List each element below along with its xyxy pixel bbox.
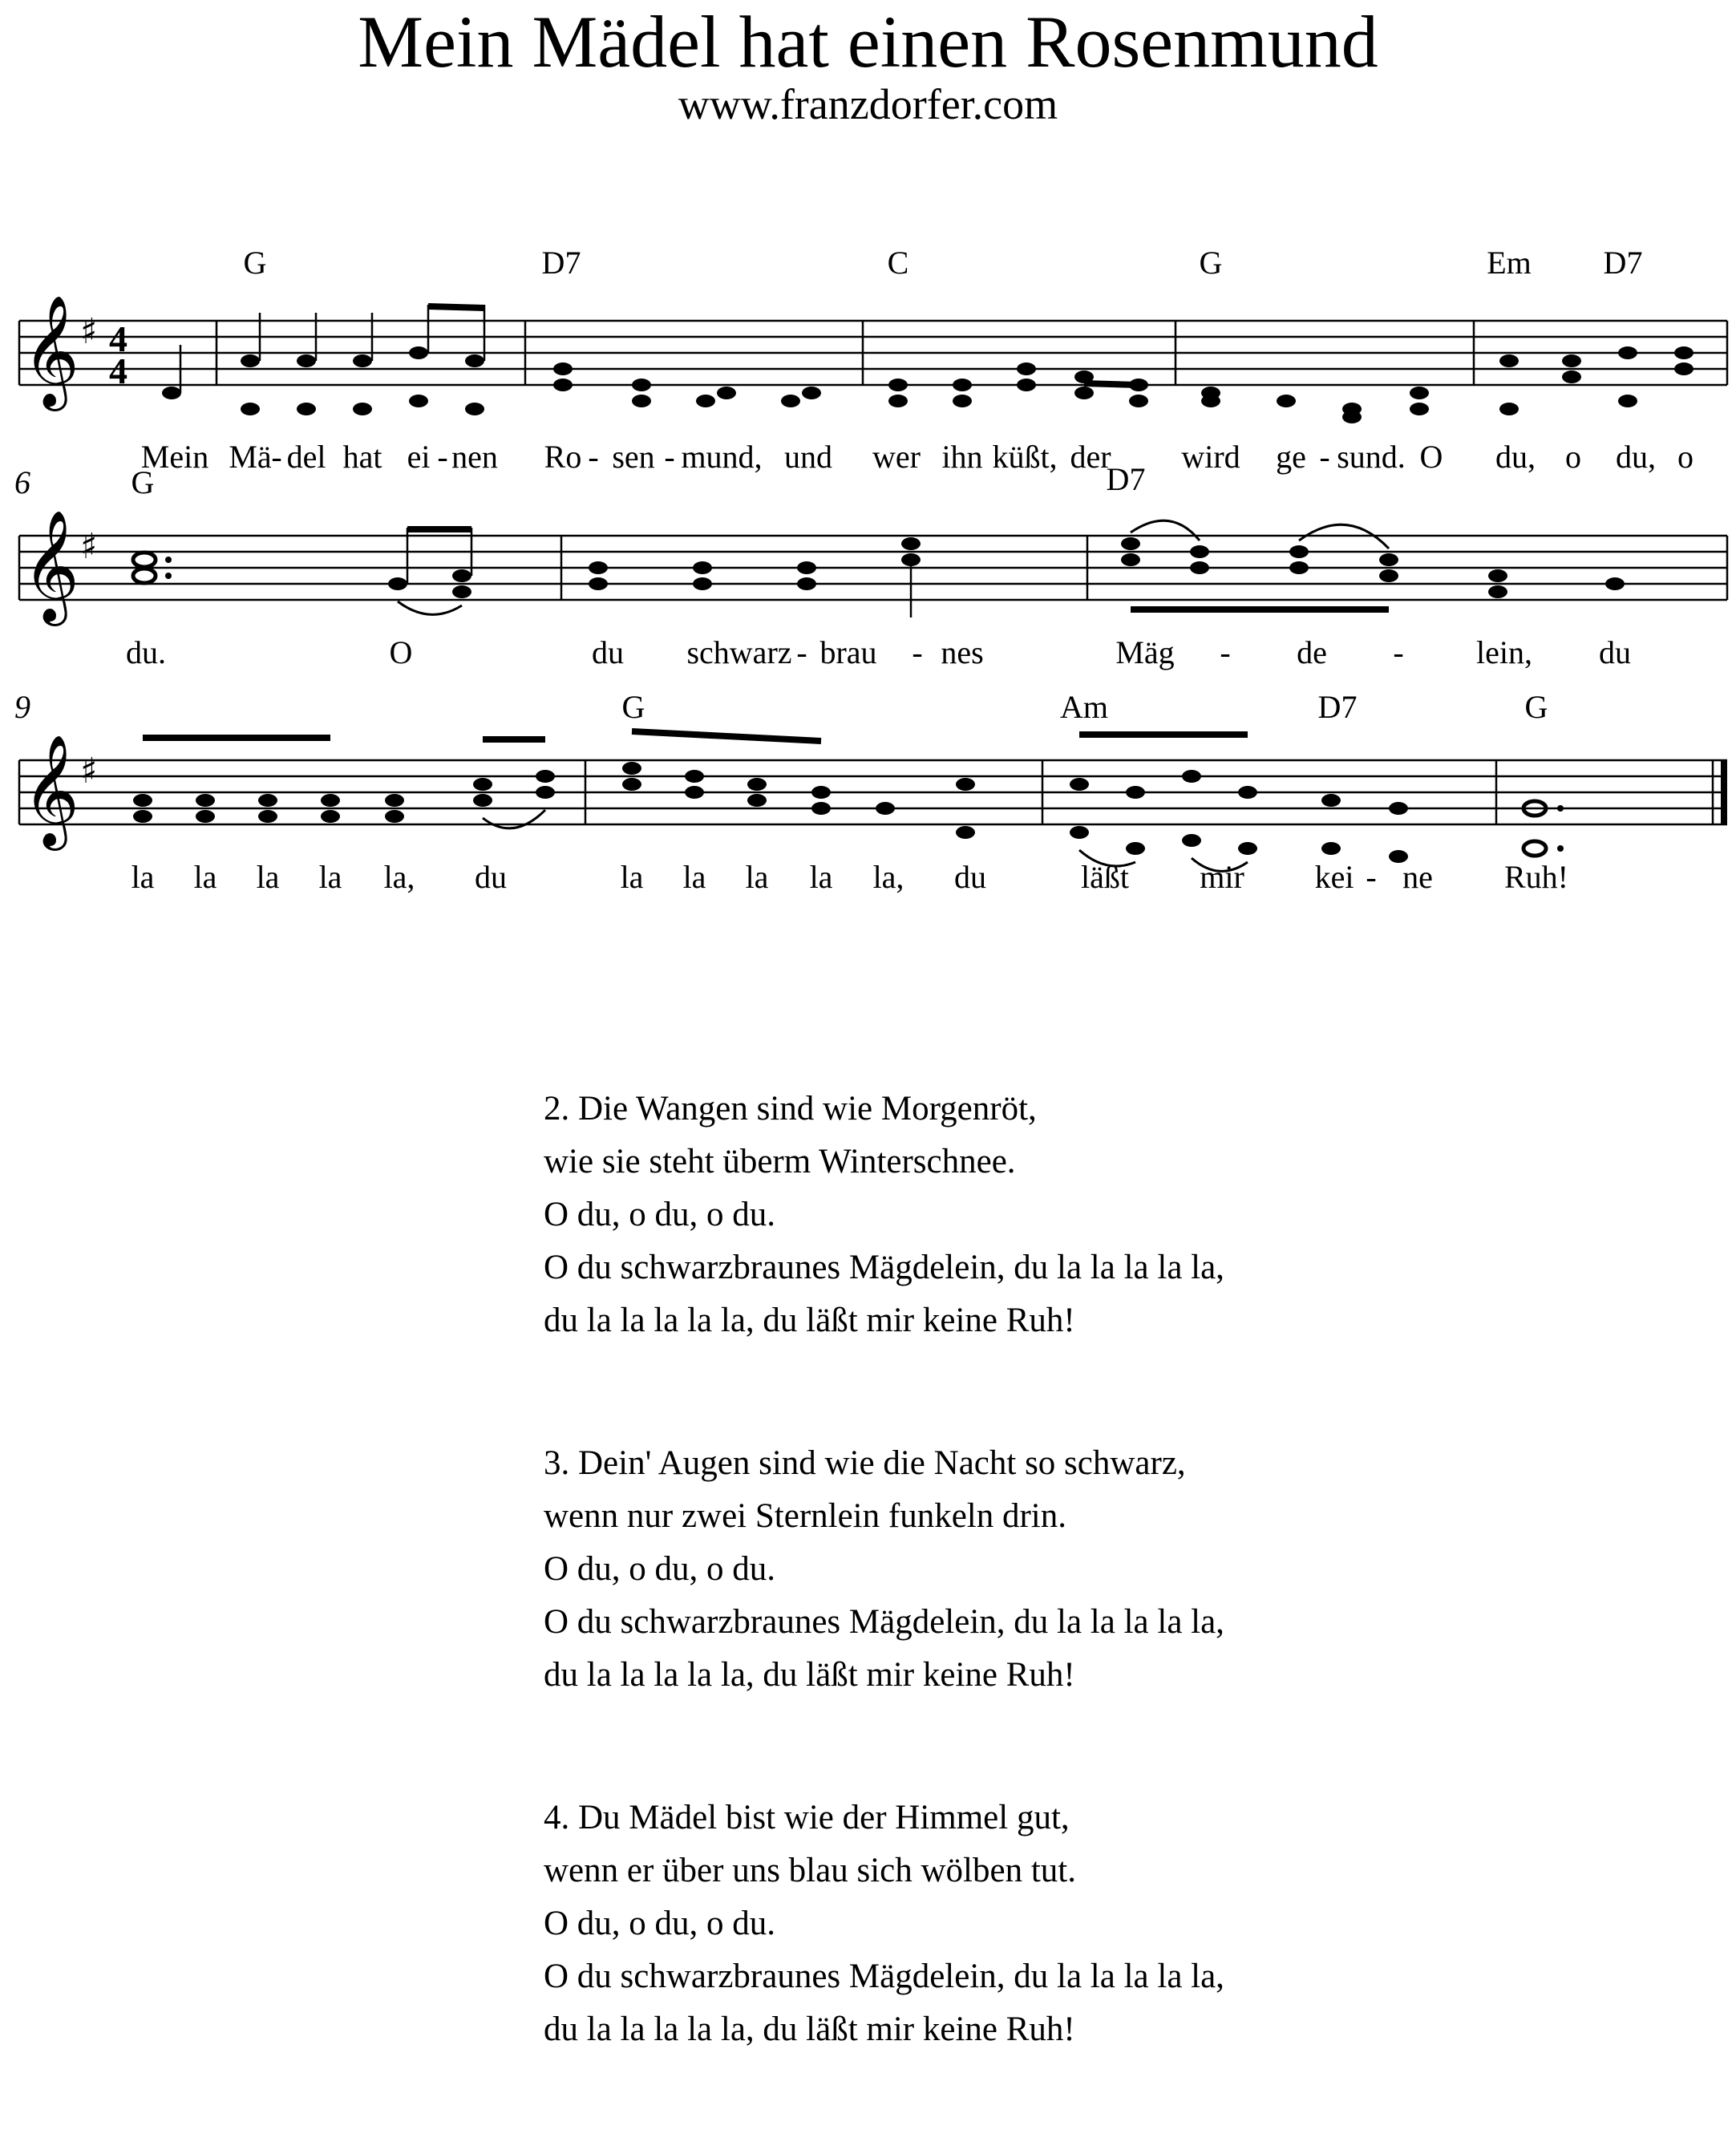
- measure-number: 9: [14, 689, 30, 725]
- lyric-syllable: Mäg: [1115, 634, 1175, 670]
- verse-line: wenn nur zwei Sternlein funkeln drin.: [544, 1497, 1066, 1535]
- chord-symbol: Am: [1060, 689, 1108, 725]
- chord-symbol: G: [1524, 689, 1548, 725]
- verse-line: wie sie steht überm Winterschnee.: [544, 1143, 1016, 1180]
- lyric-syllable: du: [592, 634, 624, 670]
- treble-clef-icon: 𝄞: [22, 295, 79, 407]
- lyric-syllable: sen: [612, 439, 655, 475]
- verse-line: O du, o du, o du.: [544, 1196, 776, 1233]
- lyric-syllable: -: [664, 439, 675, 475]
- lyric-syllable: nen: [451, 439, 498, 475]
- verse-3: [544, 1437, 1586, 1702]
- lyric-syllable: du,: [1495, 439, 1536, 475]
- lyric-syllable: du: [1599, 634, 1631, 670]
- treble-clef-icon: 𝄞: [22, 510, 79, 622]
- lyric-syllable: la: [131, 859, 155, 895]
- chord-symbol: G: [1199, 245, 1223, 281]
- lyric-syllable: la: [193, 859, 217, 895]
- staff-system-1: [0, 241, 1736, 481]
- lyric-syllable: ei: [407, 439, 431, 475]
- lyric-syllable: mir: [1200, 859, 1244, 895]
- lyric-syllable: -: [1366, 859, 1377, 895]
- song-title: Mein Mädel hat einen Rosenmund: [358, 1, 1378, 83]
- lyric-syllable: -: [796, 634, 807, 670]
- lyric-syllable: brau: [819, 634, 877, 670]
- lyric-syllable: Ruh!: [1504, 859, 1568, 895]
- measure-number: 6: [14, 464, 30, 500]
- lyric-syllable: du: [954, 859, 986, 895]
- lyric-syllable: o: [1677, 439, 1694, 475]
- lyric-syllable: sund.: [1337, 439, 1406, 475]
- staff-3: [0, 690, 1736, 882]
- lyric-syllable: wird: [1181, 439, 1240, 475]
- verse-line: du la la la la la, du läßt mir keine Ruh!: [544, 1656, 1075, 1694]
- verse-line: wenn er über uns blau sich wölben tut.: [544, 1852, 1076, 1889]
- lyric-syllable: ne: [1402, 859, 1433, 895]
- chord-symbol: Em: [1487, 245, 1532, 281]
- lyric-syllable: du,: [1616, 439, 1656, 475]
- lyric-syllable: der: [1070, 439, 1111, 475]
- verse-line: O du, o du, o du.: [544, 1905, 776, 1942]
- chord-symbol: C: [887, 245, 909, 281]
- lyric-syllable: Mä: [229, 439, 272, 475]
- verse-line: O du schwarzbraunes Mägdelein, du la la la la la,: [544, 1958, 1224, 1995]
- lyric-syllable: du: [475, 859, 507, 895]
- staff-2: [0, 465, 1736, 658]
- lyric-syllable: la: [318, 859, 342, 895]
- verse-line: O du, o du, o du.: [544, 1550, 776, 1588]
- verse-line: 2. Die Wangen sind wie Morgenröt,: [544, 1090, 1037, 1128]
- staff-1: [0, 241, 1736, 433]
- lyric-syllable: la: [256, 859, 280, 895]
- lyric-syllable: und: [784, 439, 832, 475]
- lyric-syllable: la: [682, 859, 706, 895]
- chord-symbol: G: [621, 689, 645, 725]
- lyric-syllable: del: [286, 439, 326, 475]
- svg-text:4: 4: [109, 350, 127, 391]
- verse-line: O du schwarzbraunes Mägdelein, du la la la la la,: [544, 1249, 1224, 1286]
- lyric-syllable: du.: [126, 634, 166, 670]
- chord-symbol: D7: [541, 245, 581, 281]
- staff-system-3: [0, 690, 1736, 930]
- lyric-syllable: kei: [1314, 859, 1354, 895]
- lyric-syllable: hat: [342, 439, 382, 475]
- lyric-syllable: ihn: [941, 439, 983, 475]
- verse-line: O du schwarzbraunes Mägdelein, du la la la la la,: [544, 1603, 1224, 1641]
- lyric-syllable: la: [809, 859, 833, 895]
- lyric-syllable: la: [620, 859, 644, 895]
- lyric-syllable: la,: [872, 859, 904, 895]
- lyric-syllable: Mein: [140, 439, 209, 475]
- chord-symbol: G: [243, 245, 267, 281]
- lyric-syllable: O: [1419, 439, 1443, 475]
- lyric-syllable: wer: [872, 439, 921, 475]
- sharp-icon: ♯: [80, 526, 98, 567]
- lyric-syllable: la,: [383, 859, 415, 895]
- lyric-syllable: -: [271, 439, 282, 475]
- lyric-syllable: -: [1220, 634, 1231, 670]
- lyric-syllable: Ro: [544, 439, 582, 475]
- lyric-syllable: läßt: [1081, 859, 1129, 895]
- lyric-syllable: -: [1393, 634, 1404, 670]
- chord-symbol: G: [131, 464, 155, 500]
- website-url: www.franzdorfer.com: [678, 80, 1058, 128]
- lyric-syllable: lein,: [1476, 634, 1532, 670]
- treble-clef-icon: 𝄞: [22, 735, 79, 846]
- verse-line: 3. Dein' Augen sind wie die Nacht so schwarz,: [544, 1444, 1186, 1482]
- lyric-syllable: nes: [941, 634, 984, 670]
- lyric-syllable: -: [437, 439, 448, 475]
- lyric-syllable: la: [745, 859, 769, 895]
- time-signature: 4: [109, 318, 127, 359]
- lyric-syllable: O: [389, 634, 413, 670]
- sharp-icon: ♯: [80, 751, 98, 792]
- lyric-syllable: -: [588, 439, 599, 475]
- verse-line: 4. Du Mädel bist wie der Himmel gut,: [544, 1799, 1070, 1836]
- lyric-syllable: -: [912, 634, 923, 670]
- verses: [544, 1083, 1586, 2146]
- lyric-syllable: -: [1319, 439, 1330, 475]
- lyric-syllable: mund,: [681, 439, 763, 475]
- lyric-syllable: schwarz: [686, 634, 792, 670]
- verse-4: [544, 1792, 1586, 2056]
- lyric-syllable: ge: [1276, 439, 1306, 475]
- staff-system-2: [0, 461, 1736, 706]
- chord-symbol: D7: [1106, 461, 1146, 497]
- chord-symbol: D7: [1603, 245, 1643, 281]
- verse-line: du la la la la la, du läßt mir keine Ruh!: [544, 2010, 1075, 2048]
- sharp-icon: ♯: [80, 311, 98, 352]
- verse-line: du la la la la la, du läßt mir keine Ruh!: [544, 1302, 1075, 1339]
- lyric-syllable: de: [1297, 634, 1327, 670]
- lyric-syllable: küßt,: [992, 439, 1058, 475]
- verse-2: [544, 1083, 1586, 1347]
- lyric-syllable: o: [1565, 439, 1581, 475]
- chord-symbol: D7: [1317, 689, 1358, 725]
